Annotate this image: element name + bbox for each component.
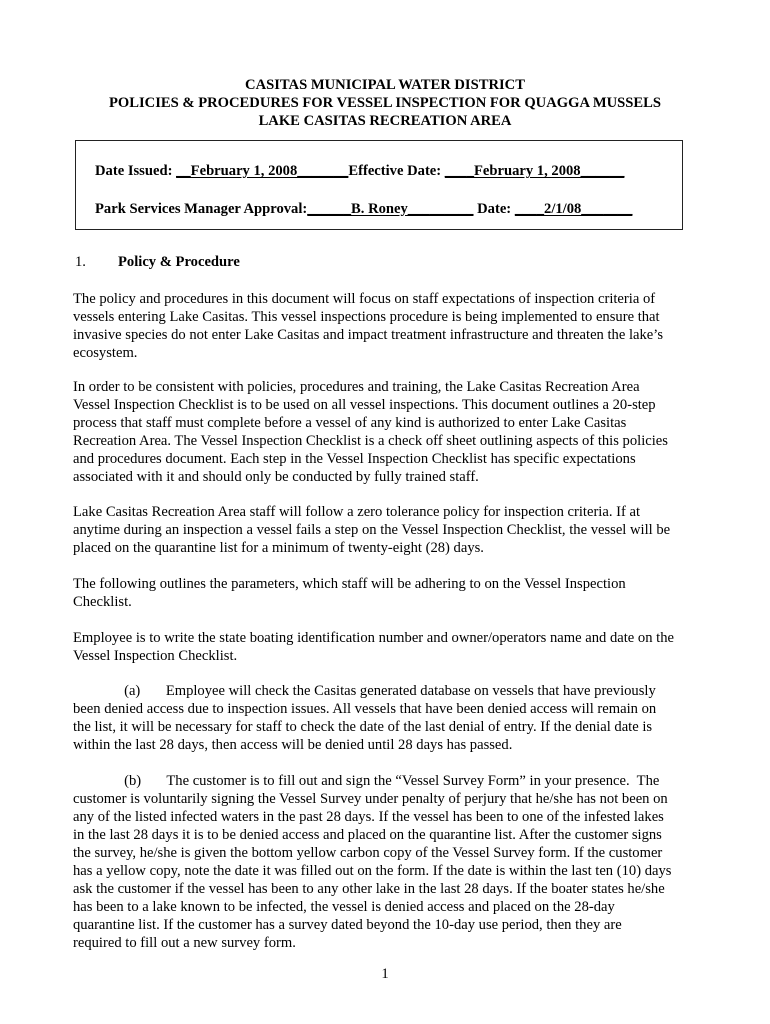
text-line: placed on the quarantine list for a minimum of twenty-eight (28) days.: [73, 540, 484, 556]
text-line: The following outlines the parameters, which staff will be adhering to on the Vessel Inspection: [73, 576, 626, 592]
approval-line: [95, 200, 632, 218]
page-number: 1: [381, 966, 389, 982]
paragraph-parameters: [73, 575, 703, 611]
text-line: (a) Employee will check the Casitas generated database on vessels that have previously: [73, 683, 656, 699]
text-line: associated with it and should only be conducted by fully trained staff.: [73, 469, 479, 485]
section-heading: [75, 253, 240, 271]
document-header: [0, 76, 770, 130]
approval-value: ______B. Roney_________: [307, 201, 474, 217]
text-line: anytime during an inspection a vessel fails a step on the Vessel Inspection Checklist, the vessel will be: [73, 522, 671, 538]
text-line: quarantine list. If the customer has a survey dated beyond the 10-day use period, then they are: [73, 917, 622, 933]
approval-label: Park Services Manager Approval:: [95, 201, 308, 217]
text-line: within the last 28 days, then access will be denied until 28 days has passed.: [73, 737, 513, 753]
text-line: been denied access due to inspection issues. All vessels that have been denied access will remain on: [73, 701, 657, 717]
paragraph-employee: [73, 629, 703, 665]
header-line-district: CASITAS MUNICIPAL WATER DISTRICT: [245, 77, 525, 93]
text-line: and procedures document. Each step in the Vessel Inspection Checklist has specific expectations: [73, 451, 636, 467]
section-number: 1.: [75, 254, 86, 270]
text-line: In order to be consistent with policies, procedures and training, the Lake Casitas Recreation Area: [73, 379, 640, 395]
text-line: Recreation Area. The Vessel Inspection Checklist is a check off sheet outlining aspects of this policies: [73, 433, 668, 449]
paragraph-checklist: [73, 378, 703, 486]
text-line: invasive species do not enter Lake Casitas and impact treatment infrastructure and threaten the lake’s: [73, 327, 664, 343]
section-title: Policy & Procedure: [118, 254, 240, 270]
text-line: in the last 28 days it is to be denied access and placed on the quarantine list. After the customer signs: [73, 827, 662, 843]
date-issued-label: Date Issued:: [95, 163, 177, 179]
text-line: has a yellow copy, note the date it was filled out on the form. If the date is within the last ten (10) days: [73, 863, 672, 879]
text-line: required to fill out a new survey form.: [73, 935, 296, 951]
text-line: process that staff must complete before a vessel of any kind is authorized to enter Lake Casitas: [73, 415, 627, 431]
text-line: ask the customer if the vessel has been to any other lake in the last 28 days. If the boater states he/she: [73, 881, 665, 897]
text-line: Employee is to write the state boating identification number and owner/operators name and date on the: [73, 630, 674, 646]
text-line: customer is voluntarily signing the Vessel Survey under penalty of perjury that he/she has not been on: [73, 791, 668, 807]
issue-dates-line: [95, 162, 624, 180]
text-line: ecosystem.: [73, 345, 138, 361]
text-line: Checklist.: [73, 594, 132, 610]
header-line-policy-title: POLICIES & PROCEDURES FOR VESSEL INSPECTION FOR QUAGGA MUSSELS: [109, 95, 661, 111]
paragraph-item-a: [73, 682, 703, 754]
text-line: vessels entering Lake Casitas. This vessel inspections procedure is being implemented to ensure that: [73, 309, 660, 325]
text-line: the list, it will be necessary for staff to check the date of the last denial of entry. If the denial date is: [73, 719, 653, 735]
paragraph-intro: [73, 290, 703, 362]
effective-date-label: Effective Date:: [348, 163, 445, 179]
text-line: any of the listed infected waters in the past 28 days. If the vessel has been to one of the infested lakes: [73, 809, 664, 825]
date-issued-value: __February 1, 2008_______: [176, 163, 349, 179]
issue-info-box: [75, 140, 683, 230]
text-line: the survey, he/she is given the bottom yellow carbon copy of the Vessel Survey form. If the customer: [73, 845, 663, 861]
text-line: Vessel Inspection Checklist.: [73, 648, 238, 664]
paragraph-zero-tolerance: [73, 503, 703, 557]
paragraph-item-b: [73, 772, 703, 952]
text-line: has been to a lake known to be infected, the vessel is denied access and placed on the 28-day: [73, 899, 615, 915]
text-line: Vessel Inspection Checklist is to be used on all vessel inspections. This document outlines a 20-step: [73, 397, 656, 413]
text-line: Lake Casitas Recreation Area staff will follow a zero tolerance policy for inspection criteria. If at: [73, 504, 641, 520]
header-line-area: LAKE CASITAS RECREATION AREA: [258, 113, 512, 129]
text-line: (b) The customer is to fill out and sign the “Vessel Survey Form” in your presence. The: [73, 773, 660, 789]
approval-date-value: ____2/1/08_______: [514, 201, 633, 217]
effective-date-value: ____February 1, 2008______: [444, 163, 625, 179]
text-line: The policy and procedures in this document will focus on staff expectations of inspection criteria of: [73, 291, 656, 307]
approval-date-label: Date:: [473, 201, 515, 217]
